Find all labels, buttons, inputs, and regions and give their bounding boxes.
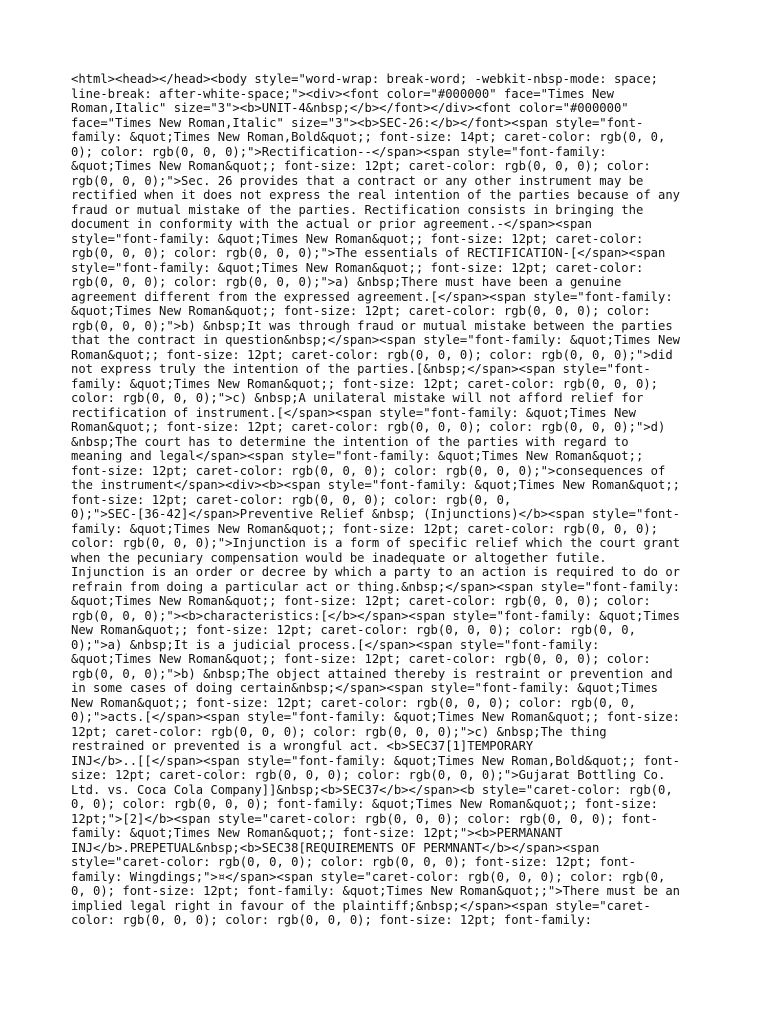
source-line: face="Times New Roman,Italic" size="3"><b>SEC-26:</b></font><span style="font- xyxy=(71,115,644,130)
source-line: agreement different from the expressed agreement.[</span><span style="font-family: xyxy=(71,289,673,304)
source-line: Roman&quot;; font-size: 12pt; caret-color: rgb(0, 0, 0); color: rgb(0, 0, 0);">did xyxy=(71,347,673,362)
source-line: rgb(0, 0, 0); color: rgb(0, 0, 0);">a) &nbsp;There must have been a genuine xyxy=(71,275,622,289)
source-line: when the pecuniary compensation would be inadequate or altogether futile. xyxy=(71,550,607,565)
source-line: font-size: 12pt; caret-color: rgb(0, 0, 0); color: rgb(0, 0, 0);">consequences of xyxy=(71,463,666,478)
source-line: 0, 0); color: rgb(0, 0, 0); font-family: &quot;Times New Roman&quot;; font-size: xyxy=(71,797,658,811)
source-line: not express truly the intention of the parties.[&nbsp;</span><span style="font- xyxy=(71,362,651,376)
source-line: <html><head></head><body style="word-wrap: break-word; -webkit-nbsp-mode: space; xyxy=(71,72,658,86)
source-line: document in conformity with the actual or prior agreement.-</span><span xyxy=(71,217,592,231)
source-line: &quot;Times New Roman&quot;; font-size: 12pt; caret-color: rgb(0, 0, 0); color: xyxy=(71,304,651,318)
source-line: size: 12pt; caret-color: rgb(0, 0, 0); color: rgb(0, 0, 0);">Gujarat Bottling Co. xyxy=(71,768,666,782)
source-line: meaning and legal</span><span style="font-family: &quot;Times New Roman&quot;; xyxy=(71,449,644,463)
source-line: New Roman&quot;; font-size: 12pt; caret-color: rgb(0, 0, 0); color: rgb(0, 0, xyxy=(71,695,636,710)
source-line: &quot;Times New Roman&quot;; font-size: 12pt; caret-color: rgb(0, 0, 0); color: xyxy=(71,594,651,608)
source-line: style="font-family: &quot;Times New Roman&quot;; font-size: 12pt; caret-color: xyxy=(71,231,644,246)
source-line: &quot;Times New Roman&quot;; font-size: 12pt; caret-color: rgb(0, 0, 0); color: xyxy=(71,159,651,173)
source-line: 0);">acts.[</span><span style="font-family: &quot;Times New Roman&quot;; font-size: xyxy=(71,710,681,724)
source-line: 12pt; caret-color: rgb(0, 0, 0); color: rgb(0, 0, 0);">c) &nbsp;The thing xyxy=(71,724,607,739)
source-line: rectified when it does not express the real intention of the parties because of any xyxy=(71,188,681,202)
source-line: INJ</b>.PREPETUAL&nbsp;<b>SEC38[REQUIREMENTS OF PERMNANT</b></span><span xyxy=(71,840,600,855)
source-line: color: rgb(0, 0, 0); color: rgb(0, 0, 0); font-size: 12pt; font-family: xyxy=(71,913,592,927)
source-line: family: &quot;Times New Roman&quot;; font-size: 12pt; caret-color: rgb(0, 0, 0); xyxy=(71,376,658,391)
source-line: family: &quot;Times New Roman&quot;; font-size: 12pt;"><b>PERMANANT xyxy=(71,826,563,840)
source-line: rgb(0, 0, 0);"><b>characteristics:[</b></span><span style="font-family: &quot;Times xyxy=(71,608,681,623)
source-line: font-size: 12pt; caret-color: rgb(0, 0, 0); color: rgb(0, 0, xyxy=(71,492,512,507)
source-line: rgb(0, 0, 0); color: rgb(0, 0, 0);">The essentials of RECTIFICATION-[</span><span xyxy=(71,246,666,260)
source-line: rgb(0, 0, 0);">b) &nbsp;The object attained thereby is restraint or prevention and xyxy=(71,666,673,681)
source-line: in some cases of doing certain&nbsp;</span><span style="font-family: &quot;Times xyxy=(71,681,658,695)
source-line: New Roman&quot;; font-size: 12pt; caret-color: rgb(0, 0, 0); color: rgb(0, 0, xyxy=(71,623,636,637)
source-line: rgb(0, 0, 0);">Sec. 26 provides that a contract or any other instrument may be xyxy=(71,173,644,188)
source-line: 0, 0); font-size: 12pt; font-family: &quot;Times New Roman&quot;;">There must be an xyxy=(71,884,681,898)
source-line: the instrument</span><div><b><span style="font-family: &quot;Times New Roman&quot;; xyxy=(71,478,681,492)
source-line: Injunction is an order or decree by which a party to an action is required to do or xyxy=(71,565,681,579)
source-line: Roman&quot;; font-size: 12pt; caret-color: rgb(0, 0, 0); color: rgb(0, 0, 0);">d) xyxy=(71,420,666,434)
source-line: implied legal right in favour of the plaintiff;&nbsp;</span><span style="caret- xyxy=(71,898,651,913)
source-line: style="font-family: &quot;Times New Roman&quot;; font-size: 12pt; caret-color: xyxy=(71,260,644,275)
source-line: family: &quot;Times New Roman,Bold&quot;; font-size: 14pt; caret-color: rgb(0, 0, xyxy=(71,130,666,144)
source-line: rectification of instrument.[</span><span style="font-family: &quot;Times New xyxy=(71,405,636,420)
source-line: Roman,Italic" size="3"><b>UNIT-4&nbsp;</b></font></div><font color="#000000" xyxy=(71,101,629,115)
source-line: &nbsp;The court has to determine the intention of the parties with regard to xyxy=(71,434,629,449)
source-line: Ltd. vs. Coca Cola Company]]&nbsp;<b>SEC37</b></span><b style="caret-color: rgb(0, xyxy=(71,782,673,797)
source-line: family: Wingdings;">¤</span><span style="caret-color: rgb(0, 0, 0); color: rgb(0, xyxy=(71,869,666,884)
source-line: style="caret-color: rgb(0, 0, 0); color: rgb(0, 0, 0); font-size: 12pt; font- xyxy=(71,855,636,869)
source-line: refrain from doing a particular act or thing.&nbsp;</span><span style="font-family: xyxy=(71,579,681,594)
source-line: color: rgb(0, 0, 0);">c) &nbsp;A unilateral mistake will not afford relief for xyxy=(71,391,644,405)
source-line: &quot;Times New Roman&quot;; font-size: 12pt; caret-color: rgb(0, 0, 0); color: xyxy=(71,652,651,666)
source-line: 0);">SEC-[36-42]</span>Preventive Relief &nbsp; (Injunctions)</b><span style="font- xyxy=(71,507,681,521)
source-line: restrained or prevented is a wrongful act. <b>SEC37[1]TEMPORARY xyxy=(71,739,534,753)
source-line: family: &quot;Times New Roman&quot;; font-size: 12pt; caret-color: rgb(0, 0, 0); xyxy=(71,521,658,536)
source-line: INJ</b>..[[</span><span style="font-family: &quot;Times New Roman,Bold&quot;; font- xyxy=(71,753,681,768)
source-line: 0);">a) &nbsp;It is a judicial process.[</span><span style="font-family: xyxy=(71,637,600,652)
source-line: 0); color: rgb(0, 0, 0);">Rectification--</span><span style="font-family: xyxy=(71,144,607,159)
html-source-text xyxy=(71,72,711,928)
source-line: fraud or mutual mistake of the parties. Rectification consists in bringing the xyxy=(71,202,644,217)
source-line: that the contract in question&nbsp;</span><span style="font-family: &quot;Times New xyxy=(71,333,681,347)
source-line: rgb(0, 0, 0);">b) &nbsp;It was through fraud or mutual mistake between the parties xyxy=(71,318,673,333)
source-line: 12pt;">[2]</b><span style="caret-color: rgb(0, 0, 0); color: rgb(0, 0, 0); font- xyxy=(71,811,658,826)
source-line: color: rgb(0, 0, 0);">Injunction is a form of specific relief which the court grant xyxy=(71,536,681,550)
source-line: line-break: after-white-space;"><div><font color="#000000" face="Times New xyxy=(71,86,614,101)
